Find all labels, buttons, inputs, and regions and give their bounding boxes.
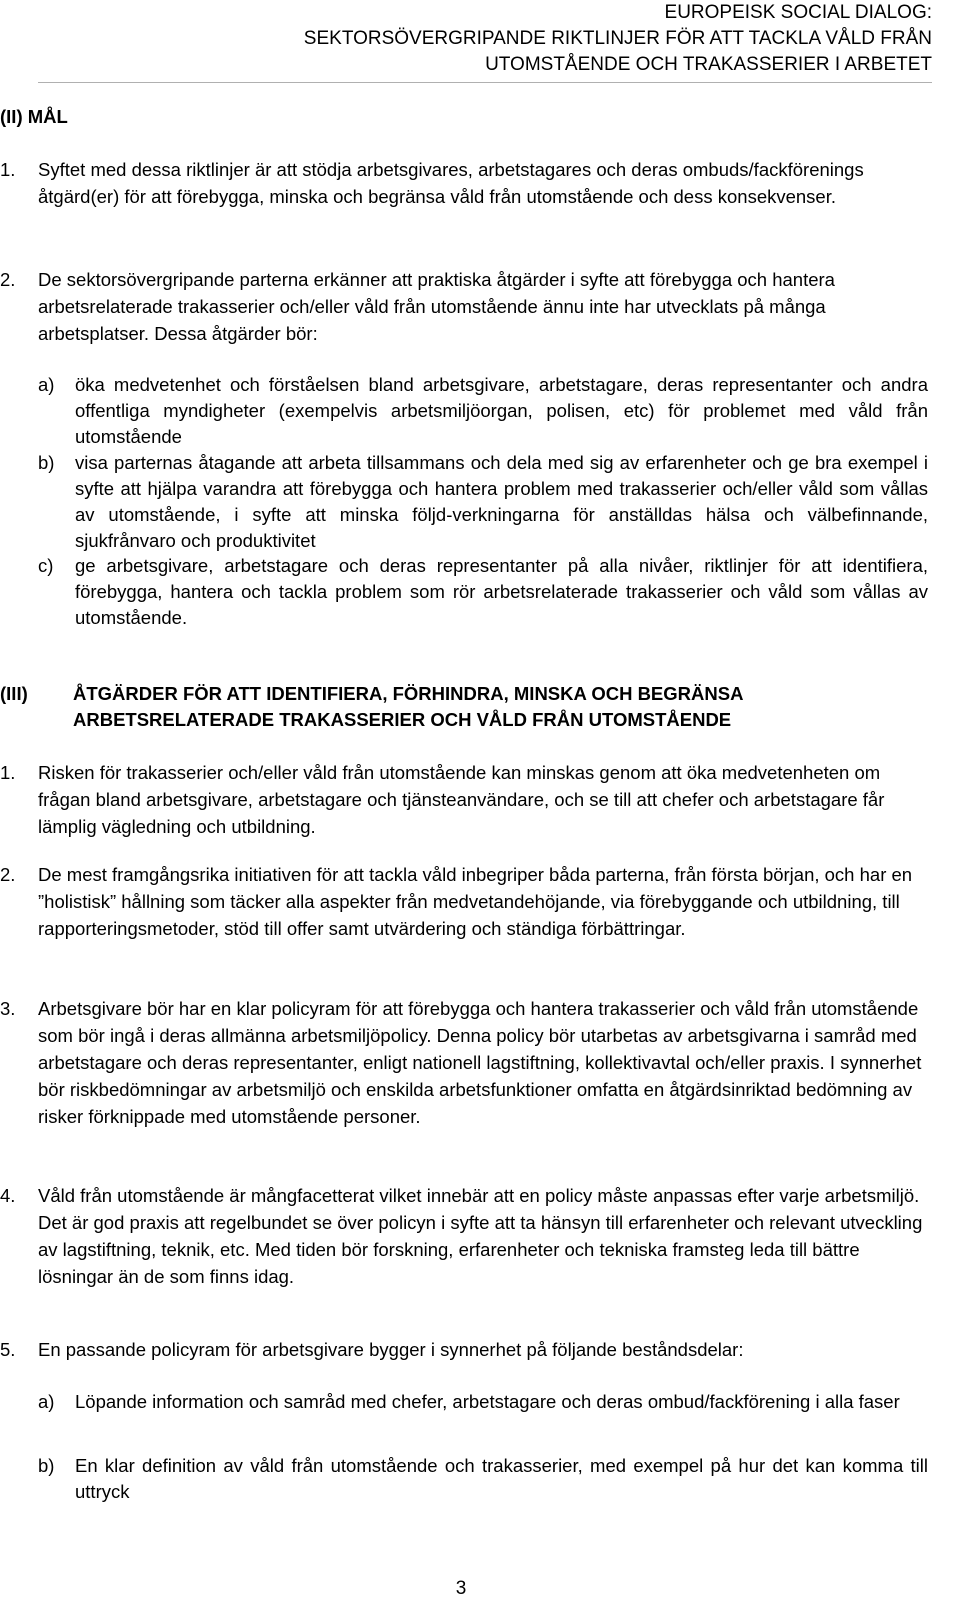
item-text: De mest framgångsrika initiativen för att tackla våld inbegriper båda parterna, från första början, och har en ”holistisk” hållning som täcker alla aspekter från medvetandehöjande, via förebyggande och utbildning, till rapporteringsmetoder, stöd till offer samt utvärdering och ständiga förbättringar. <box>38 864 913 939</box>
item-number: 2. <box>0 269 16 290</box>
item-text: Arbetsgivare bör har en klar policyram för att förebygga och hantera trakasserier och våld från utomstående som bör ingå i deras allmänna arbetsmiljöpolicy. Denna policy bör utarbetas av arbetsgivarna i samråd med arbetstagare och deras representanter, enligt nationell lagstiftning, kollektivavtal och/eller praxis. I synnerhet bör riskbedömningar av arbetsmiljö och enskilda arbetsfunktioner omfatta en åtgärdsinriktad bedömning av risker förknippade med utomstående personer. <box>38 998 922 1127</box>
item-number: 2. <box>0 864 16 885</box>
header-line-2: SEKTORSÖVERGRIPANDE RIKTLINJER FÖR ATT TACKLA VÅLD FRÅN <box>303 28 932 49</box>
page-number: 3 <box>455 1578 467 1599</box>
item-number: 1. <box>0 159 16 180</box>
item-text: Risken för trakasserier och/eller våld från utomstående kan minskas genom att öka medvetenheten om frågan bland arbetsgivare, arbetstagare och tjänsteanvändare, och se till att chefer och arbetstagare får lämplig vägledning och utbildning. <box>38 762 885 837</box>
sub-item-text: visa parternas åtagande att arbeta tillsammans och dela med sig av erfarenheter och ge bra exempel i syfte att hjälpa varandra att förebygga och hantera problem med trakasserier och/eller våld som vållas av utomstående, i syfte att minska följd-verkningarna för anställdas hälsa och välbefinnande, sjukfrånvaro och produktivitet <box>75 452 928 551</box>
header-line-3: UTOMSTÅENDE OCH TRAKASSERIER I ARBETET <box>485 54 932 75</box>
header-line-1: EUROPEISK SOCIAL DIALOG: <box>664 2 932 23</box>
section-label: (III) <box>0 683 28 704</box>
sub-item-label: c) <box>38 555 54 576</box>
sub-item-text: öka medvetenhet och förståelsen bland arbetsgivare, arbetstagare, deras representanter och andra offentliga myndigheter (exempelvis arbetsmiljöorgan, polisen, etc) för problemet med våld från utomstående <box>75 374 928 447</box>
item-text: En passande policyram för arbetsgivare bygger i synnerhet på följande beståndsdelar: <box>38 1339 744 1360</box>
section-label: (II) MÅL <box>0 106 68 127</box>
item-number: 1. <box>0 762 16 783</box>
section-title: ÅTGÄRDER FÖR ATT IDENTIFIERA, FÖRHINDRA, MINSKA OCH BEGRÄNSA ARBETSRELATERADE TRAKASSERIER OCH VÅLD FRÅN UTOMSTÅENDE <box>73 683 743 730</box>
sub-item-text: Löpande information och samråd med chefer, arbetstagare och deras ombud/fackförening i alla faser <box>75 1391 900 1412</box>
page-header <box>38 0 932 83</box>
item-text: Syftet med dessa riktlinjer är att stödja arbetsgivares, arbetstagares och deras ombuds/fackförenings åtgärd(er) för att förebygga, minska och begränsa våld från utomstående och dess konsekvenser. <box>38 159 864 207</box>
sub-item-label: a) <box>38 374 55 395</box>
sub-item-label: b) <box>38 1455 55 1476</box>
item-text: De sektorsövergripande parterna erkänner att praktiska åtgärder i syfte att förebygga och hantera arbetsrelaterade trakasserier och/eller våld från utomstående ännu inte har utvecklats på många arbetsplatser. Dessa åtgärder bör: <box>38 269 835 344</box>
item-number: 3. <box>0 998 16 1019</box>
item-text: Våld från utomstående är mångfacetterat vilket innebär att en policy måste anpassas efter varje arbetsmiljö. Det är god praxis att regelbundet se över policyn i syfte att ta hänsyn till erfarenheter och relevant utveckling av lagstiftning, teknik, etc. Med tiden bör forskning, erfarenheter och tekniska framsteg leda till bättre lösningar än de som finns idag. <box>38 1185 923 1287</box>
item-number: 5. <box>0 1339 16 1360</box>
sub-item-label: a) <box>38 1391 55 1412</box>
sub-item-text: En klar definition av våld från utomstående och trakasserier, med exempel på hur det kan komma till uttryck <box>75 1455 928 1502</box>
sub-item-text: ge arbetsgivare, arbetstagare och deras representanter på alla nivåer, riktlinjer för att identifiera, förebygga, hantera och tackla problem som rör arbetsrelaterade trakasserier och våld som vållas av utomstående. <box>75 555 928 628</box>
item-number: 4. <box>0 1185 16 1206</box>
sub-item-label: b) <box>38 452 55 473</box>
